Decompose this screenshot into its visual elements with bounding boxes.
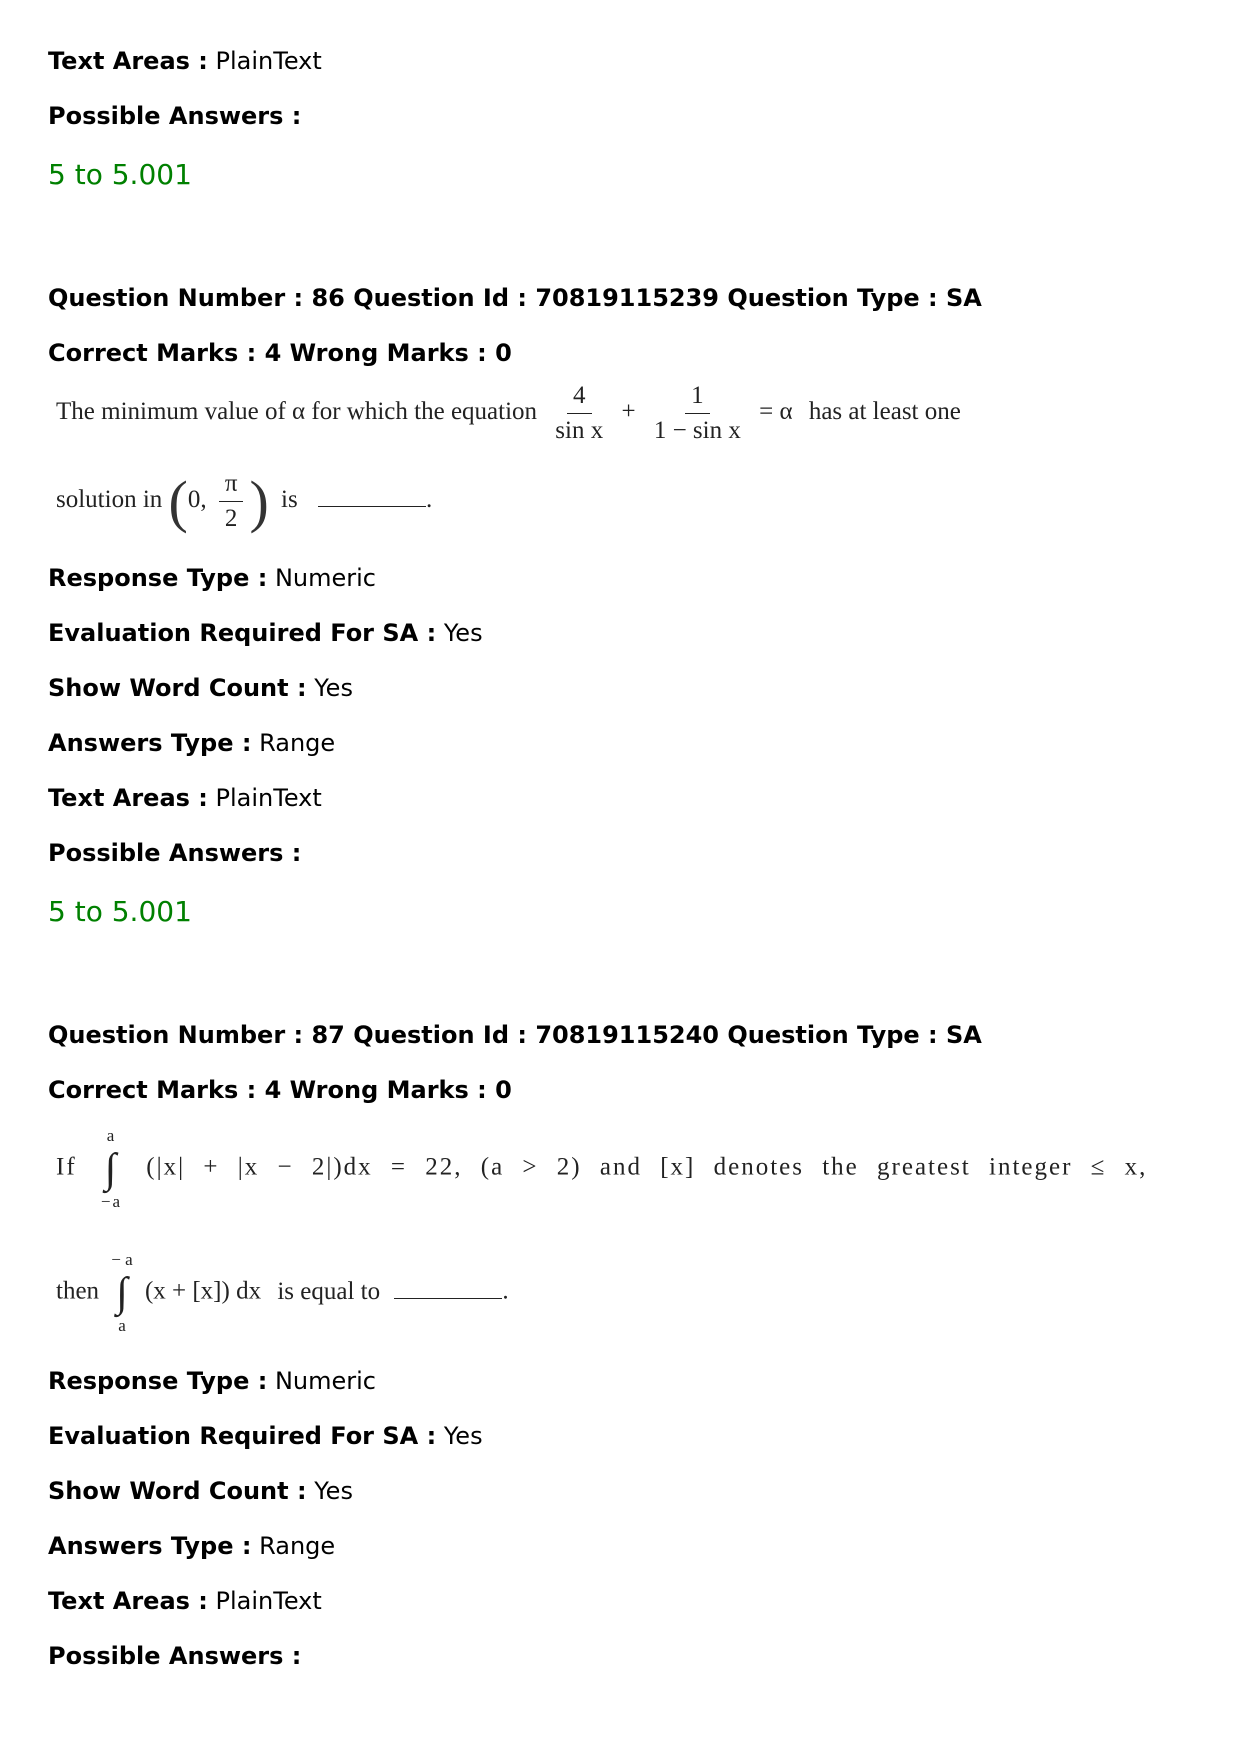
text-areas-row: [48, 46, 322, 76]
numerator: π: [219, 470, 244, 502]
field-label: Response Type :: [48, 1367, 268, 1395]
left-paren-icon: (: [168, 469, 188, 534]
evaluation-row: [48, 618, 483, 648]
fraction: [648, 382, 747, 445]
denominator: 2: [224, 505, 238, 532]
question-stem-line-1: [56, 382, 961, 445]
field-value: PlainText: [215, 784, 322, 812]
stem-text: has at least one: [808, 398, 961, 426]
right-paren-icon: ): [249, 469, 269, 534]
stem-text: The minimum value of α for which the equation: [56, 398, 538, 426]
word-count-row: [48, 673, 353, 703]
upper-limit: a: [106, 1126, 117, 1145]
field-label: Text Areas :: [48, 47, 208, 75]
stem-text: (a > 2) and [x] denotes the greatest integer ≤ x,: [480, 1153, 1148, 1181]
possible-answers-label: Possible Answers :: [48, 1642, 302, 1670]
question-header: Question Number : 86 Question Id : 70819115239 Question Type : SA: [48, 284, 982, 312]
evaluation-row: [48, 1421, 483, 1451]
lower-limit: −a: [100, 1192, 123, 1211]
field-label: Show Word Count :: [48, 1477, 307, 1505]
answer-blank: [318, 492, 426, 507]
stem-end: .: [502, 1277, 509, 1305]
field-value: Yes: [314, 674, 353, 702]
text-areas-row: [48, 1586, 322, 1616]
possible-answer: 5 to 5.001: [48, 158, 192, 191]
denominator: 1 − sin x: [653, 417, 741, 444]
lower-limit: a: [118, 1316, 126, 1335]
stem-text: is: [281, 486, 298, 514]
answer-blank: [394, 1284, 502, 1299]
field-value: PlainText: [215, 47, 322, 75]
numerator: 1: [685, 382, 710, 414]
field-value: Numeric: [274, 564, 376, 592]
numerator: 4: [567, 382, 592, 414]
denominator: sin x: [555, 417, 604, 444]
fraction: [549, 382, 609, 445]
field-label: Answers Type :: [48, 729, 252, 757]
possible-answers-label: Possible Answers :: [48, 102, 302, 130]
answers-type-row: [48, 1531, 335, 1561]
field-value: Numeric: [274, 1367, 376, 1395]
field-label: Text Areas :: [48, 784, 208, 812]
answers-type-row: [48, 728, 335, 758]
stem-end: .: [425, 486, 433, 514]
field-value: Yes: [443, 619, 483, 647]
stem-text: solution in: [56, 486, 163, 514]
upper-limit: − a: [111, 1250, 133, 1269]
field-value: Range: [259, 1532, 336, 1560]
field-value: Yes: [443, 1422, 483, 1450]
integral: [111, 1250, 132, 1336]
question-stem-line-2: [56, 468, 432, 535]
field-value: Range: [259, 729, 336, 757]
plus-sign: +: [621, 398, 636, 426]
field-label: Response Type :: [48, 564, 268, 592]
integral: [101, 1126, 122, 1212]
field-value: PlainText: [215, 1587, 322, 1615]
field-label: Show Word Count :: [48, 674, 307, 702]
stem-text: then: [56, 1277, 100, 1305]
field-label: Answers Type :: [48, 1532, 252, 1560]
integral-sign-icon: ∫: [104, 1146, 119, 1192]
possible-answer: 5 to 5.001: [48, 895, 192, 928]
field-value: Yes: [314, 1477, 353, 1505]
equals-alpha: = α: [759, 398, 793, 426]
question-marks: Correct Marks : 4 Wrong Marks : 0: [48, 339, 512, 367]
question-marks: Correct Marks : 4 Wrong Marks : 0: [48, 1076, 512, 1104]
stem-text: If: [56, 1153, 77, 1181]
interval-start: 0,: [187, 486, 207, 514]
field-label: Evaluation Required For SA :: [48, 619, 437, 647]
possible-answers-label: Possible Answers :: [48, 839, 302, 867]
response-type-row: [48, 563, 376, 593]
question-header: Question Number : 87 Question Id : 70819115240 Question Type : SA: [48, 1021, 982, 1049]
text-areas-row: [48, 783, 322, 813]
stem-text: is equal to: [277, 1277, 381, 1305]
response-type-row: [48, 1366, 376, 1396]
fraction: [219, 470, 244, 533]
field-label: Text Areas :: [48, 1587, 208, 1615]
question-stem-line-1: [56, 1126, 1147, 1212]
field-label: Evaluation Required For SA :: [48, 1422, 437, 1450]
integral-sign-icon: ∫: [116, 1270, 128, 1316]
word-count-row: [48, 1476, 353, 1506]
question-stem-line-2: [56, 1250, 509, 1336]
integrand: (x + [x]) dx: [144, 1277, 262, 1305]
integrand: (|x| + |x − 2|)dx = 22,: [146, 1153, 463, 1181]
